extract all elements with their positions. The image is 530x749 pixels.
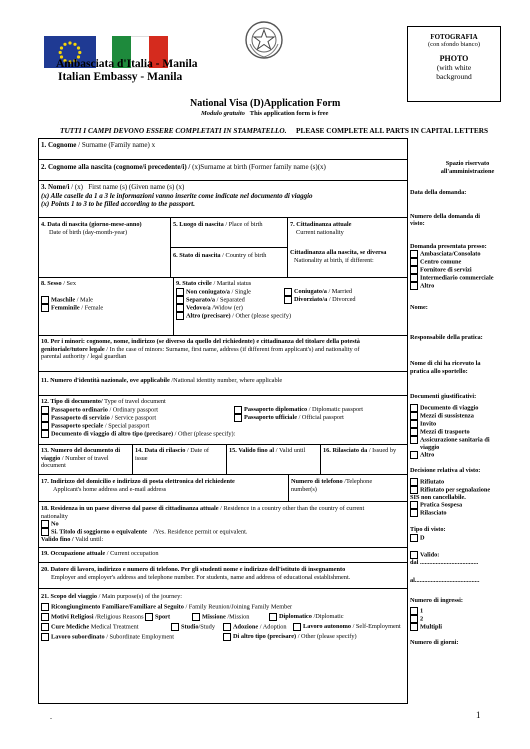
f10-label-it: 10. Per i minori: cognome, nome, indirizzo (se diverso da quello del richiedente) e cittadinanza del titolare della potestà: [41, 338, 360, 345]
service-passport-checkbox[interactable]: [41, 414, 49, 422]
entry-opt-0[interactable]: [410, 607, 525, 615]
adoption-en: / Adoption: [259, 622, 287, 630]
dec-opt-1-label: Rifiutato per segnalazione: [420, 485, 491, 493]
f19-label-it: 19. Occupazione attuale: [41, 550, 106, 557]
residence-no-option[interactable]: [41, 520, 405, 528]
service-passport-option[interactable]: [41, 414, 234, 422]
f16-label-en: / Issued by: [368, 447, 397, 454]
official-passport-option[interactable]: [234, 414, 344, 421]
sub-opt-0[interactable]: [410, 250, 525, 258]
dec-opt-1-checkbox[interactable]: [410, 486, 418, 494]
official-passport-it: Passaporto ufficiale: [244, 413, 297, 421]
sport-checkbox[interactable]: [145, 613, 153, 621]
photo-sub-en-1: (with white: [436, 63, 472, 72]
valid-label: Valido:: [420, 550, 440, 558]
dec-opt-4[interactable]: [410, 509, 525, 517]
doc-opt-6-checkbox[interactable]: [410, 451, 418, 459]
diplomatic-option[interactable]: [269, 613, 344, 620]
f9-label-en: / Marital status: [213, 280, 252, 287]
divorced-en: / Divorced: [328, 295, 356, 303]
family-reunion-checkbox[interactable]: [41, 603, 49, 611]
f6-label-en: / Country of birth: [222, 252, 267, 259]
f13-label-en2: document: [41, 462, 66, 469]
self-employment-en: / Self-Employment: [352, 622, 401, 630]
field-9-marital-status: [176, 280, 406, 320]
f9-label-it: 9. Stato civile: [176, 280, 212, 287]
sub-opt-2-label: Fornitore di servizi: [420, 266, 472, 274]
self-employment-checkbox[interactable]: [293, 623, 301, 631]
photo-label-it: FOTOGRAFIA: [430, 33, 478, 41]
sex-female-checkbox[interactable]: [41, 304, 49, 312]
widow-it: Vedovo/a: [186, 303, 211, 311]
single-it: Non coniugato/a: [186, 287, 230, 295]
f17b-label-en: /Telephone: [344, 478, 373, 485]
f17-label-en: Applicant's home address and e-mail address: [53, 485, 167, 493]
residence-no-label: No: [51, 520, 59, 528]
diplomatic-en: /Diplomatic: [313, 612, 344, 620]
doc-opt-2[interactable]: [410, 420, 525, 428]
f10-label-en: / In the case of minors: Surname, first name, address (if different from applicant's) and nationality of: [106, 345, 360, 353]
doc-opt-3[interactable]: [410, 428, 525, 436]
separated-checkbox[interactable]: [176, 296, 184, 304]
dec-opt-0-checkbox[interactable]: [410, 478, 418, 486]
adoption-checkbox[interactable]: [223, 623, 231, 631]
single-checkbox[interactable]: [176, 288, 184, 296]
doc-opt-4-label: Assicurazione sanitaria di: [420, 435, 490, 443]
sport-it: Sport: [155, 612, 171, 620]
doc-opt-1-label: Mezzi di sussistenza: [420, 411, 474, 419]
doc-opt-6-label: Altro: [420, 451, 435, 459]
responsible-label: Responsabile della pratica:: [410, 333, 483, 341]
female-en: / Female: [81, 303, 104, 311]
special-passport-en: / Special passport: [104, 421, 150, 429]
doc-opt-3-checkbox[interactable]: [410, 428, 418, 436]
f5-label-it: 5. Luogo di nascita: [173, 221, 224, 228]
entry-opt-2-label: Multipli: [420, 623, 443, 631]
visa-type-label: Tipo di visto:: [410, 526, 446, 533]
doc-opt-4-checkbox[interactable]: [410, 436, 418, 444]
residence-valid-it: Valido fino /: [41, 536, 74, 543]
mission-en: /Mission: [227, 612, 250, 620]
sub-opt-1[interactable]: [410, 258, 525, 266]
page-number: 1: [476, 710, 481, 720]
f17b-label-it: Numero di telefono: [291, 478, 343, 485]
other-status-it: Altro (precisare): [186, 311, 231, 319]
self-employment-option[interactable]: [293, 623, 401, 630]
f16-label-it: 16. Rilasciato da: [323, 447, 368, 454]
doc-opt-0-checkbox[interactable]: [410, 404, 418, 412]
f3-label-it: 3. Nome/i: [41, 183, 70, 191]
religious-en: /Religious Reasons: [95, 612, 144, 620]
self-employment-it: Lavoro autonomo: [303, 622, 351, 630]
field-4-date-of-birth[interactable]: [41, 221, 168, 236]
diplomatic-checkbox[interactable]: [269, 613, 277, 621]
doc-opt-2-label: Invito: [420, 419, 437, 427]
dec-opt-3[interactable]: [410, 501, 525, 509]
field-12-document-type: [41, 398, 405, 438]
residence-yes-checkbox[interactable]: [41, 528, 49, 536]
mission-checkbox[interactable]: [192, 613, 200, 621]
medical-en: Medical Treatment: [90, 622, 139, 630]
f18-label-en2: nationality: [41, 512, 68, 520]
f6-label-it: 6. Stato di nascita: [173, 252, 221, 259]
dec-opt-0-label: Rifiutato: [420, 477, 445, 485]
dec-opt-0[interactable]: [410, 478, 525, 486]
field-2-surname-at-birth[interactable]: [41, 163, 326, 172]
diplomatic-passport-option[interactable]: [234, 406, 363, 413]
f17-label-it: 17. Indirizzo del domicilio e indirizzo di posta elettronica del richiedente: [41, 478, 235, 485]
valid-checkbox[interactable]: [410, 551, 418, 559]
field-8-sex: [41, 280, 169, 312]
married-checkbox[interactable]: [284, 288, 292, 296]
f3-note-it: (x) Alle caselle da 1 a 3 le informazioni vanno inserite come indicate nel documento di viaggio: [41, 191, 313, 200]
dec-opt-4-label: Rilasciato: [420, 509, 447, 517]
subordinate-it: Lavoro subordinato: [51, 632, 105, 640]
f18-label-it: 18. Residenza in un paese diverso dal paese di cittadinanza attuale: [41, 505, 219, 512]
mission-option[interactable]: [192, 613, 269, 621]
submitted-at: Domanda presentata presso:: [410, 242, 487, 250]
special-passport-option[interactable]: [41, 422, 405, 430]
doc-opt-1[interactable]: [410, 412, 525, 420]
sub-opt-3-label: Intermediario commerciale: [420, 274, 494, 282]
medical-it: Cure Mediche: [51, 622, 90, 630]
app-num-1: Numero della domanda di: [410, 212, 481, 220]
sub-opt-2[interactable]: [410, 266, 525, 274]
decision-label: Decisione relativa al visto:: [410, 467, 481, 474]
f14-label-en: / Date of: [186, 447, 209, 454]
valid-to[interactable]: al.........................................: [410, 577, 480, 584]
field-21-purpose: [41, 593, 405, 641]
other-status-en: / Other (please specify): [232, 311, 292, 319]
received-1: Nome di chi ha ricevuto la: [410, 360, 481, 367]
sub-opt-4-label: Altro: [420, 282, 435, 290]
doc-opt-4-cont: viaggio: [420, 443, 440, 451]
entry-opt-2[interactable]: [410, 623, 525, 631]
entry-opt-0-checkbox[interactable]: [410, 607, 418, 615]
doc-opt-1-checkbox[interactable]: [410, 412, 418, 420]
other-status-checkbox[interactable]: [176, 312, 184, 320]
footer-dot: .: [50, 712, 52, 721]
medical-checkbox[interactable]: [41, 623, 49, 631]
sub-opt-1-checkbox[interactable]: [410, 258, 418, 266]
study-option[interactable]: [171, 623, 223, 631]
f7b-label-it: Cittadinanza alla nascita, se diversa: [290, 249, 387, 256]
reserved-1: Spazio riservato: [445, 160, 490, 167]
sub-opt-1-label: Centro comune: [420, 258, 462, 266]
sub-opt-4-checkbox[interactable]: [410, 282, 418, 290]
f14-label-it: 14. Data di rilascio: [135, 447, 186, 454]
f18-label-en: / Residence in a country other than the country of current: [220, 505, 365, 512]
official-passport-en: / Official passport: [298, 413, 344, 421]
entry-opt-0-label: 1: [420, 607, 424, 615]
free-note: [201, 110, 328, 117]
entry-opt-1[interactable]: [410, 615, 525, 623]
entry-opt-1-label: 2: [420, 615, 424, 623]
family-reunion-it: Ricongiungimento Familiare/Familiare al Seguito: [51, 602, 184, 610]
married-en: / Married: [328, 287, 353, 295]
f2-label-it: 2. Cognome alla nascita (cognome/i precedente/i) /: [41, 163, 191, 171]
diplomatic-it: Diplomatico: [279, 612, 312, 620]
family-reunion-option[interactable]: [41, 603, 405, 611]
other-document-option[interactable]: [41, 430, 405, 438]
ordinary-passport-checkbox[interactable]: [41, 406, 49, 414]
f8-label-it: 8. Sesso: [41, 280, 62, 287]
docs-label: Documenti giustificativi:: [410, 393, 477, 400]
married-it: Coniugato/a: [294, 287, 327, 295]
field-18-residence: [41, 505, 405, 544]
embassy-name-it: Ambasciata d'Italia - Manila: [56, 58, 198, 70]
medical-option[interactable]: [41, 623, 171, 631]
f21-label-it: 21. Scopo del viaggio: [41, 593, 97, 600]
diplomatic-passport-checkbox[interactable]: [234, 406, 242, 414]
form-title: National Visa (D)Application Form: [190, 98, 341, 109]
f3-x: / (x): [71, 183, 83, 191]
diplomatic-passport-it: Passaporto diplomatico: [244, 405, 308, 413]
visa-d-option[interactable]: [410, 534, 525, 542]
doc-opt-4[interactable]: [410, 436, 525, 444]
f19-label-en: / Current occupation: [106, 550, 159, 557]
residence-yes-it: Si. Titolo di soggiorno o equivalente: [51, 528, 147, 536]
field-16-issued-by[interactable]: [323, 447, 396, 455]
reserved-2: all'amministrazione: [440, 167, 495, 175]
f4-label-it: 4. Data di nascita (giorno-mese-anno): [41, 221, 142, 228]
male-en: / Male: [76, 295, 93, 303]
other-document-en: / Other (please specify):: [174, 429, 236, 437]
sub-opt-0-label: Ambasciata/Consolato: [420, 250, 481, 258]
sex-male-checkbox[interactable]: [41, 296, 49, 304]
visa-d-label: D: [420, 533, 425, 541]
mission-it: Missione: [202, 612, 226, 620]
embassy-name-en: Italian Embassy - Manila: [58, 71, 183, 83]
f8-label-en: / Sex: [63, 280, 77, 287]
other-document-checkbox[interactable]: [41, 430, 49, 438]
single-en: / Single: [231, 287, 251, 295]
field-19-occupation[interactable]: [41, 550, 159, 558]
divorced-it: Divorziato/a: [294, 295, 328, 303]
sex-female-option[interactable]: [41, 304, 169, 312]
special-passport-checkbox[interactable]: [41, 422, 49, 430]
religious-option[interactable]: [41, 613, 145, 621]
f13-label-it2: viaggio: [41, 454, 61, 462]
subordinate-option[interactable]: [41, 633, 223, 641]
valid-from[interactable]: dal .....................................: [410, 558, 479, 566]
adoption-it: Adozione: [233, 622, 259, 630]
subordinate-checkbox[interactable]: [41, 633, 49, 641]
ordinary-passport-en: / Ordinary passport: [109, 405, 159, 413]
widow-checkbox[interactable]: [176, 304, 184, 312]
f10-label-en2: parental authority / legal guardian: [41, 353, 127, 360]
field-7-nationality[interactable]: [290, 221, 405, 264]
free-it: Modulo gratuito: [201, 110, 245, 117]
f21-label-en: / Main purpose(s) of the journey:: [98, 593, 182, 600]
visa-d-checkbox[interactable]: [410, 534, 418, 542]
f15-label-en: / Valid until: [275, 447, 306, 454]
married-option[interactable]: [284, 288, 352, 295]
field-6-country-of-birth[interactable]: [173, 252, 266, 260]
f20-label-en: Employer and employer's address and telephone number. For students, name and address of educational establishment.: [51, 573, 351, 581]
sub-opt-2-checkbox[interactable]: [410, 266, 418, 274]
field-17b-telephone[interactable]: [291, 478, 405, 493]
doc-opt-6[interactable]: [410, 451, 525, 459]
widow-option[interactable]: [176, 304, 406, 312]
female-it: Femminile: [51, 303, 80, 311]
other-document-it: Documento di viaggio di altro tipo (precisare): [51, 429, 174, 437]
photo-sub-en-2: background: [436, 72, 472, 81]
field-17-home-address[interactable]: [41, 478, 286, 493]
f14-label-en2: issue: [135, 454, 148, 462]
widow-en: /Widow (er): [212, 303, 243, 311]
f20-label-it: 20. Datore di lavoro, indirizzo e numero di telefono. Per gli studenti nome e indirizzo dell'istituto di insegnamento: [41, 566, 346, 573]
diplomatic-passport-en: / Diplomatic passport: [308, 405, 363, 413]
dec-opt-4-checkbox[interactable]: [410, 509, 418, 517]
field-1-surname[interactable]: [41, 141, 155, 150]
f2-label-en: (x)Surname at birth (Former family name (s)(x): [192, 163, 326, 171]
f12-label-it: 12. Tipo di documento/: [41, 398, 103, 405]
f13-label-it: 13. Numero del documento di: [41, 447, 121, 454]
single-option[interactable]: [176, 288, 284, 296]
subordinate-en: / Subordinate Employment: [106, 632, 175, 640]
field-15-valid-until[interactable]: [229, 447, 305, 455]
f7-label-it: 7. Cittadinanza attuale: [290, 221, 352, 228]
religious-checkbox[interactable]: [41, 613, 49, 621]
days-label: Numero di giorni:: [410, 639, 459, 646]
free-en: This application form is free: [249, 110, 329, 117]
other-purpose-en: / Other (please specify): [297, 632, 357, 640]
doc-opt-0-label: Documento di viaggio: [420, 403, 479, 411]
separated-en: / Separated: [216, 295, 245, 303]
app-date: Data della domanda:: [410, 189, 467, 196]
field-20-employer[interactable]: [41, 566, 405, 581]
admin-sidebar: [410, 160, 525, 647]
f15-label-it: 15. Valido fino al: [229, 447, 275, 454]
religious-it: Motivi Religiosi: [51, 612, 94, 620]
field-11-national-id[interactable]: [41, 377, 282, 385]
doc-opt-0[interactable]: [410, 404, 525, 412]
sub-opt-4[interactable]: [410, 282, 525, 290]
f1-label-en: / Surname (Family name) x: [78, 141, 156, 149]
field-14-date-of-issue[interactable]: [135, 447, 225, 462]
divorced-checkbox[interactable]: [284, 296, 292, 304]
photo-box: [407, 26, 501, 102]
official-passport-checkbox[interactable]: [234, 414, 242, 422]
instructions-it: TUTTI I CAMPI DEVONO ESSERE COMPLETATI IN STAMPATELLO.: [60, 126, 287, 135]
study-it: Studio: [181, 622, 199, 630]
male-it: Maschile: [51, 295, 76, 303]
sub-opt-3[interactable]: [410, 274, 525, 282]
special-passport-it: Passaporto speciale: [51, 421, 104, 429]
sub-opt-0-checkbox[interactable]: [410, 250, 418, 258]
family-reunion-en: / Family Reunion/Joining Family Member: [185, 602, 293, 610]
instructions-en: PLEASE COMPLETE ALL PARTS IN CAPITAL LETTERS: [296, 126, 489, 135]
f7b-label-en: Nationality at birth, if different:: [294, 256, 374, 264]
entry-opt-2-checkbox[interactable]: [410, 623, 418, 631]
dec-opt-1-cont: SIS non cancellabile.: [410, 493, 466, 501]
f13-label-en: / Number of travel: [61, 454, 109, 462]
name-label: Nome:: [410, 304, 428, 311]
f4-label-en: Date of birth (day-month-year): [49, 228, 128, 236]
received-2: pratica allo sportello:: [410, 367, 468, 375]
divorced-option[interactable]: [284, 296, 356, 303]
study-checkbox[interactable]: [171, 623, 179, 631]
service-passport-en: / Service passport: [111, 413, 157, 421]
sport-option[interactable]: [145, 613, 192, 621]
other-purpose-option[interactable]: [223, 633, 357, 640]
photo-label-en: PHOTO: [439, 54, 469, 63]
field-5-place-of-birth[interactable]: [173, 221, 263, 229]
f11-label-en: /National identity number, where applicable: [171, 377, 283, 384]
sub-opt-3-checkbox[interactable]: [410, 274, 418, 282]
f17b-label-en2: number(s): [291, 485, 317, 493]
f11-label-it: 11. Numero d'identità nazionale, ove applicabile: [41, 377, 170, 384]
dec-opt-3-label: Pratica Sospesa: [420, 501, 463, 509]
field-10-minors[interactable]: [41, 338, 405, 361]
other-status-option[interactable]: [176, 312, 406, 320]
residence-yes-en: /Yes. Residence permit or equivalent.: [153, 528, 248, 536]
ordinary-passport-option[interactable]: [41, 406, 234, 414]
f3-note-en: (x) Points 1 to 3 to be filled according to the passport.: [41, 200, 195, 208]
dec-opt-1[interactable]: [410, 486, 525, 494]
field-13-document-number[interactable]: [41, 447, 131, 470]
study-en: /Study: [198, 622, 215, 630]
dec-opt-3-checkbox[interactable]: [410, 501, 418, 509]
italian-republic-emblem-icon: [244, 20, 284, 60]
other-purpose-checkbox[interactable]: [223, 633, 231, 641]
residence-no-checkbox[interactable]: [41, 520, 49, 528]
entries-label: Numero di ingressi:: [410, 596, 463, 604]
field-3-first-name[interactable]: [41, 183, 403, 209]
residence-valid-en: Valid until:: [75, 536, 104, 543]
doc-opt-2-checkbox[interactable]: [410, 420, 418, 428]
f5-label-en: / Place of birth: [225, 221, 263, 228]
f12-label-en: Type of travel document: [104, 398, 166, 405]
separated-it: Separato/a: [186, 295, 216, 303]
photo-sub-it: (con sfondo bianco): [428, 41, 480, 48]
separated-option[interactable]: [176, 296, 284, 304]
adoption-option[interactable]: [223, 623, 293, 631]
f7-label-en: Current nationality: [296, 228, 344, 236]
doc-opt-3-label: Mezzi di trasporto: [420, 427, 470, 435]
valid-option[interactable]: [410, 551, 525, 559]
f10-label-it2: genitoriale/tutore legale: [41, 345, 105, 353]
other-purpose-it: Di altro tipo (precisare): [233, 632, 297, 640]
entry-opt-1-checkbox[interactable]: [410, 615, 418, 623]
sex-male-option[interactable]: [41, 296, 169, 304]
f1-label-it: 1. Cognome: [41, 141, 77, 149]
service-passport-it: Passaporto di servizio: [51, 413, 110, 421]
app-num-2: visto:: [410, 220, 425, 227]
residence-yes-option[interactable]: [41, 528, 405, 536]
ordinary-passport-it: Passaporto ordinario: [51, 405, 108, 413]
f3-label-en: First name (s) (Given name (s) (x): [88, 183, 185, 191]
